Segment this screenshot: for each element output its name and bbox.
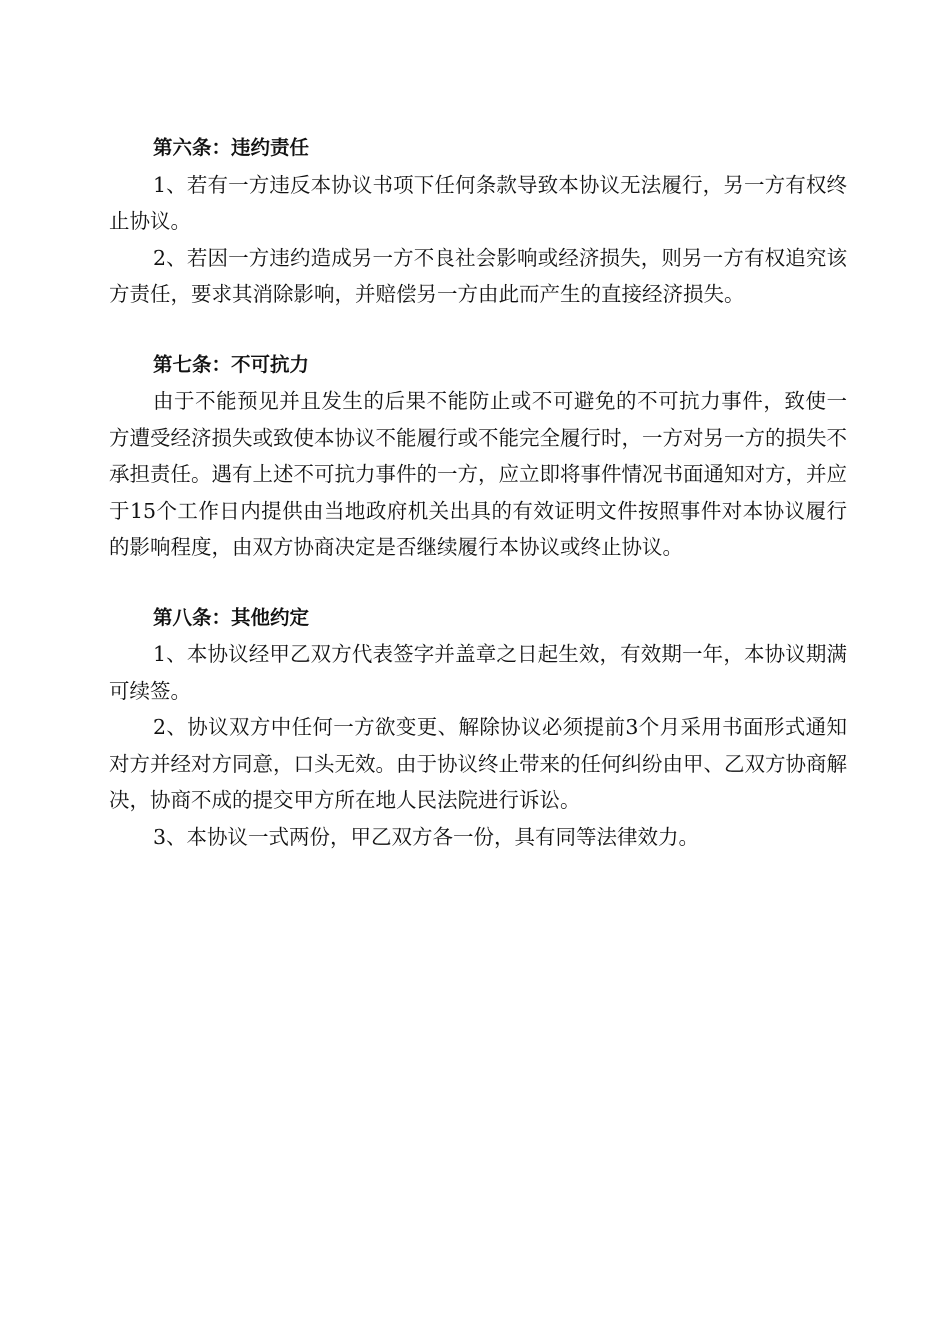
article-7-paragraph: 由于不能预见并且发生的后果不能防止或不可避免的不可抗力事件，致使一方遭受经济损失或致使本协议不能履行或不能完全履行时，一方对另一方的损失不承担责任。遇有上述不可抗力事件的一方，应立即将事件情况书面通知对方，并应于15个工作日内提供由当地政府机关出具的有效证明文件按照事件对本协议履行的影响程度，由双方协商决定是否继续履行本协议或终止协议。 <box>109 389 847 559</box>
article-8-clause-3: 3、本协议一式两份，甲乙双方各一份，具有同等法律效力。 <box>153 824 700 849</box>
article-6-clause-2: 2、若因一方违约造成另一方不良社会影响或经济损失，则另一方有权追究该方责任，要求其消除影响，并赔偿另一方由此而产生的直接经济损失。 <box>109 245 847 306</box>
article-7-section <box>109 347 847 566</box>
article-6-section <box>109 130 847 313</box>
article-6-clause-1: 1、若有一方违反本协议书项下任何条款导致本协议无法履行，另一方有权终止协议。 <box>109 172 847 233</box>
article-8-clause-2: 2、协议双方中任何一方欲变更、解除协议必须提前3个月采用书面形式通知对方并经对方同意，口头无效。由于协议终止带来的任何纠纷由甲、乙双方协商解决，协商不成的提交甲方所在地人民法院进行诉讼。 <box>109 715 847 812</box>
document-body <box>109 130 847 855</box>
article-8-heading: 第八条：其他约定 <box>153 605 310 629</box>
article-7-heading: 第七条：不可抗力 <box>153 352 310 376</box>
article-8-clause-1: 1、本协议经甲乙双方代表签字并盖章之日起生效，有效期一年，本协议期满可续签。 <box>109 642 847 703</box>
article-8-section <box>109 600 847 856</box>
article-6-heading: 第六条：违约责任 <box>153 136 310 159</box>
